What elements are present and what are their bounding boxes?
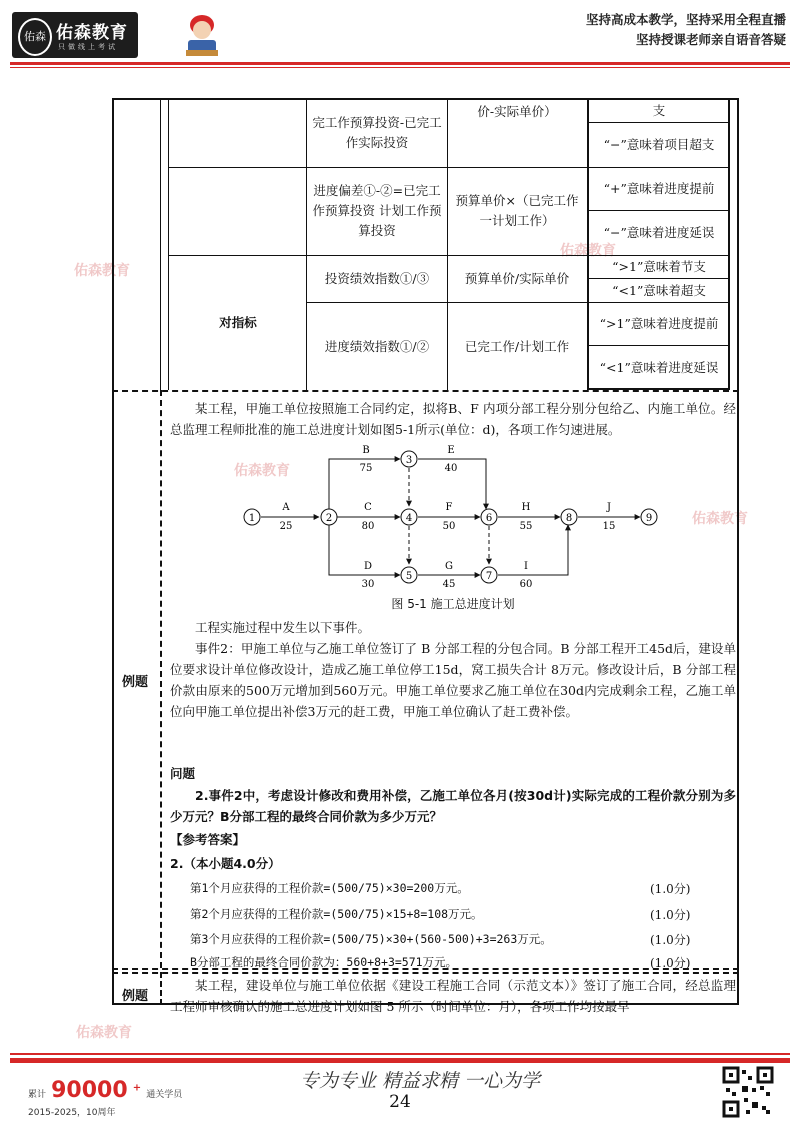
meaning-cell: 支	[652, 102, 666, 118]
example2-text: 某工程，建设单位与施工单位依据《建设工程施工合同（示范文本）》签订了施工合同，经总监理工程师审核确认的施工总进度计划如图 5 所示（时间单位：月），各项工作均按最早	[170, 978, 736, 1014]
watermark: 佑森教育	[692, 511, 748, 527]
calc-cell: 预算单价×（已完工作一计划工作）	[455, 193, 579, 228]
example-intro: 某工程，甲施工单位按照施工合同约定，拟将B、F 内项分部工程分别分包给乙、内施工单位。经总监理工程师批准的施工总进度计划如图5-1所示(单位：d)，各项工作匀速进展。	[170, 401, 736, 437]
question-heading: 问题	[170, 766, 196, 781]
answer-line: B分部工程的最终合同价款为：560+8+3=571万元。	[190, 955, 458, 969]
svg-text:6: 6	[485, 513, 493, 524]
activity-duration: 30	[361, 579, 375, 590]
activity-duration: 45	[442, 579, 456, 590]
formula-cell: 投资绩效指数①/③	[324, 271, 430, 286]
formula-cell: 进度偏差①-②=已完工作预算投资 计划工作预算投资	[312, 183, 442, 238]
node	[641, 509, 657, 525]
activity-name: F	[445, 502, 453, 513]
network-diagram	[236, 442, 666, 592]
footer-stats	[28, 1078, 182, 1118]
node	[561, 509, 577, 525]
calc-cell: 预算单价/实际单价	[464, 271, 570, 286]
header-rule-thin	[10, 67, 790, 68]
watermark: 佑森教育	[74, 263, 130, 279]
example-label: 例题	[122, 989, 149, 1004]
page-header	[0, 0, 800, 66]
svg-text:7: 7	[485, 571, 493, 582]
formula-cell: 完工作预算投资-已完工作实际投资	[312, 115, 442, 150]
table-divider	[160, 98, 161, 390]
meaning-cell: “−”意味着进度延误	[603, 225, 715, 240]
svg-text:5: 5	[405, 571, 413, 582]
section-divider	[160, 390, 162, 968]
logo-seal: 佑森	[18, 18, 52, 56]
activity-duration: 60	[519, 579, 533, 590]
logo-tagline: 只做线上考试	[58, 43, 118, 51]
section-divider	[160, 972, 162, 1005]
qr-code-icon	[722, 1066, 774, 1118]
watermark: 佑森教育	[234, 463, 290, 479]
activity-name: B	[362, 445, 370, 456]
mascot-icon	[180, 10, 224, 60]
svg-text:8: 8	[565, 513, 573, 524]
node	[244, 509, 260, 525]
answer-line: 第1个月应获得的工程价款=(500/75)×30=200万元。	[190, 881, 469, 895]
formula-cell: 进度绩效指数①/②	[324, 338, 430, 354]
years-text: 2015-2025，10周年	[28, 1108, 116, 1118]
slogan-line-1: 坚持高成本教学，坚持采用全程直播	[585, 12, 786, 27]
meaning-cell: “>1”意味着节支	[612, 259, 706, 274]
calc-cell: 已完工作/计划工作	[464, 338, 570, 354]
activity-name: A	[282, 502, 290, 513]
meaning-cell: “−”意味着项目超支	[603, 137, 715, 152]
activity-name: J	[606, 502, 612, 513]
stat-plus: +	[132, 1082, 142, 1094]
answer-title: 2.（本小题4.0分）	[170, 856, 281, 871]
node	[481, 509, 497, 525]
answer-heading: 【参考答案】	[170, 832, 246, 847]
stat-suffix: 通关学员	[146, 1090, 183, 1100]
activity-name: G	[445, 561, 453, 572]
activity-name: I	[524, 561, 528, 572]
row-label: 对指标	[219, 314, 257, 330]
table-divider	[447, 98, 448, 390]
section-divider	[112, 390, 739, 392]
meaning-cell: “<1”意味着超支	[612, 282, 706, 298]
answer-score: (1.0分)	[650, 956, 691, 970]
slogan-line-2: 坚持授课老师亲自语音答疑	[635, 32, 786, 47]
activity-name: E	[447, 445, 455, 456]
meaning-cell: “<1”意味着进度延误	[599, 360, 719, 375]
activity-duration: 40	[444, 463, 458, 474]
activity-duration: 25	[279, 521, 293, 532]
watermark: 佑森教育	[76, 1025, 132, 1041]
activity-name: C	[364, 502, 372, 513]
stat-number: 90000	[51, 1078, 128, 1103]
svg-text:2: 2	[325, 513, 333, 524]
node	[401, 451, 417, 467]
process-text: 工程实施过程中发生以下事件。	[195, 620, 371, 635]
activity-name: D	[363, 561, 373, 572]
table-divider	[168, 98, 169, 390]
question-text: 2.事件2中，考虑设计修改和费用补偿，乙施工单位各月(按30d计)实际完成的工程价款分别为多少万元？B分部工程的最终合同价款为多少万元？	[170, 788, 736, 824]
answer-score: (1.0分)	[650, 933, 691, 947]
svg-text:3: 3	[405, 455, 413, 466]
node	[401, 509, 417, 525]
event-text: 事件2：甲施工单位与乙施工单位签订了 B 分部工程的分包合同。B 分部工程开工45d后，建设单位要求设计单位修改设计，造成乙施工单位停工15d，窝工损失合计 8万元。修改设计后，B 分部工程价款由原来的500万元增加到560万元。甲施工单位要求乙施工单位在30d内完成剩余工程，乙施工单位向甲施工单位提出补偿3万元的赶工费，甲施工单位确认了赶工费补偿。	[170, 641, 736, 719]
svg-text:4: 4	[405, 513, 413, 524]
example-label: 例题	[122, 675, 149, 690]
section-divider	[112, 972, 739, 974]
meaning-cell: “+”意味着进度提前	[603, 181, 715, 196]
table-divider	[306, 98, 307, 390]
answer-score: (1.0分)	[650, 908, 691, 922]
stat-prefix: 累计	[28, 1090, 47, 1100]
answer-score: (1.0分)	[650, 882, 691, 896]
answer-line: 第3个月应获得的工程价款=(500/75)×30+(560-500)+3=263万元。	[190, 932, 552, 946]
header-slogan	[586, 10, 786, 50]
brand-logo	[12, 12, 138, 58]
activity-duration: 15	[602, 521, 616, 532]
node	[481, 567, 497, 583]
svg-text:9: 9	[645, 513, 653, 524]
footer-rule-thick	[10, 1058, 790, 1063]
activity-duration: 55	[519, 521, 533, 532]
activity-arrow	[498, 525, 568, 575]
logo-name: 佑森教育	[56, 23, 128, 43]
node	[401, 567, 417, 583]
activity-duration: 50	[442, 521, 456, 532]
watermark: 佑森教育	[560, 243, 616, 259]
activity-name: H	[521, 502, 531, 513]
meaning-cell: “>1”意味着进度提前	[599, 316, 719, 331]
figure-caption: 图 5-1 施工总进度计划	[391, 597, 515, 611]
page-number: 24	[389, 1092, 411, 1112]
header-rule	[10, 62, 790, 65]
svg-text:1: 1	[248, 513, 256, 524]
footer-motto: 专为专业 精益求精 一心为学	[299, 1070, 541, 1092]
calc-cell: 价-实际单价）	[477, 104, 557, 119]
footer-rule	[10, 1053, 790, 1055]
activity-duration: 75	[359, 463, 373, 474]
node	[321, 509, 337, 525]
answer-line: 第2个月应获得的工程价款=(500/75)×15+8=108万元。	[190, 907, 483, 921]
activity-duration: 80	[361, 521, 375, 532]
